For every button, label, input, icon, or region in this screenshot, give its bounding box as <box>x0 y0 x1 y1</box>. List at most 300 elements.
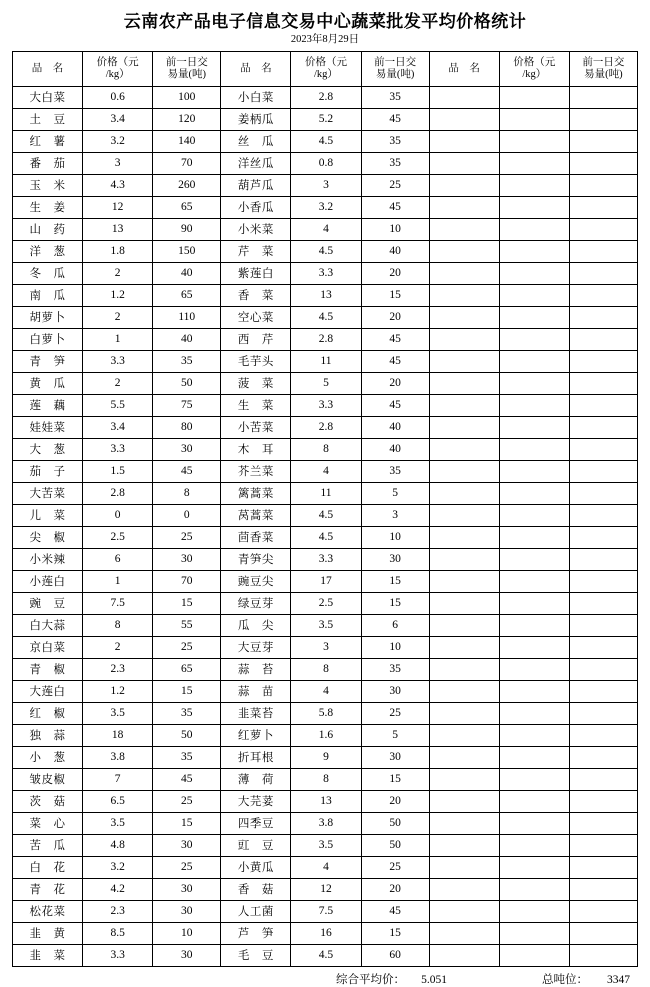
product-volume <box>569 262 637 284</box>
product-name <box>429 438 499 460</box>
product-price: 3 <box>83 152 153 174</box>
product-price <box>499 768 569 790</box>
product-volume: 15 <box>153 592 221 614</box>
total-tonnage-value: 3347 <box>607 973 630 986</box>
product-name: 菜 心 <box>13 812 83 834</box>
product-name: 篱蒿菜 <box>221 482 291 504</box>
product-price <box>499 240 569 262</box>
table-row <box>13 394 638 416</box>
product-volume: 5 <box>361 724 429 746</box>
table-row <box>13 900 638 922</box>
product-name: 香 菜 <box>221 284 291 306</box>
product-price <box>499 878 569 900</box>
product-name <box>429 240 499 262</box>
product-name: 大白菜 <box>13 86 83 108</box>
product-name <box>429 614 499 636</box>
product-price: 13 <box>83 218 153 240</box>
table-row <box>13 284 638 306</box>
page-title: 云南农产品电子信息交易中心蔬菜批发平均价格统计 <box>123 12 527 31</box>
product-volume: 110 <box>153 306 221 328</box>
product-name: 韭 菜 <box>13 944 83 966</box>
table-row <box>13 196 638 218</box>
product-volume <box>569 570 637 592</box>
product-name: 大豆芽 <box>221 636 291 658</box>
product-name <box>429 812 499 834</box>
product-volume: 65 <box>153 658 221 680</box>
product-volume <box>569 614 637 636</box>
product-price: 3.3 <box>83 438 153 460</box>
product-volume: 35 <box>153 350 221 372</box>
table-row <box>13 790 638 812</box>
product-volume: 80 <box>153 416 221 438</box>
product-volume: 25 <box>361 856 429 878</box>
product-volume: 10 <box>361 526 429 548</box>
product-volume: 35 <box>361 460 429 482</box>
product-name: 四季豆 <box>221 812 291 834</box>
product-name: 小黄瓜 <box>221 856 291 878</box>
product-volume <box>569 130 637 152</box>
product-name: 山 药 <box>13 218 83 240</box>
product-price <box>499 438 569 460</box>
product-name: 尖 椒 <box>13 526 83 548</box>
product-name: 毛芋头 <box>221 350 291 372</box>
header-name-1: 品 名 <box>13 51 83 86</box>
product-price <box>499 702 569 724</box>
table-row <box>13 944 638 966</box>
product-volume: 35 <box>361 658 429 680</box>
product-price: 3 <box>291 174 361 196</box>
product-name: 苦 瓜 <box>13 834 83 856</box>
product-price: 3.4 <box>83 108 153 130</box>
product-volume <box>569 812 637 834</box>
product-name: 白大蒜 <box>13 614 83 636</box>
product-name <box>429 218 499 240</box>
product-price <box>499 526 569 548</box>
product-name <box>429 196 499 218</box>
product-name: 莲 藕 <box>13 394 83 416</box>
product-name: 空心菜 <box>221 306 291 328</box>
product-name <box>429 284 499 306</box>
product-volume <box>569 284 637 306</box>
product-price <box>499 262 569 284</box>
average-price-label: 综合平均价： <box>336 973 405 986</box>
product-name: 胡萝卜 <box>13 306 83 328</box>
product-volume: 45 <box>153 768 221 790</box>
product-volume: 30 <box>361 680 429 702</box>
product-volume: 65 <box>153 284 221 306</box>
product-price <box>499 636 569 658</box>
table-footer <box>12 971 638 987</box>
product-volume <box>569 152 637 174</box>
product-price: 12 <box>83 196 153 218</box>
product-name: 茄 子 <box>13 460 83 482</box>
table-row <box>13 372 638 394</box>
product-price <box>499 152 569 174</box>
product-price <box>499 416 569 438</box>
product-price: 4.5 <box>291 306 361 328</box>
product-name <box>429 570 499 592</box>
table-row <box>13 438 638 460</box>
product-price: 0.6 <box>83 86 153 108</box>
table-row <box>13 702 638 724</box>
average-price-group <box>336 971 447 987</box>
product-name: 小苦菜 <box>221 416 291 438</box>
table-row <box>13 724 638 746</box>
product-name <box>429 856 499 878</box>
product-name: 番 茄 <box>13 152 83 174</box>
product-name <box>429 416 499 438</box>
product-volume: 20 <box>361 306 429 328</box>
product-price: 4.5 <box>291 504 361 526</box>
product-volume <box>569 526 637 548</box>
product-volume: 30 <box>153 944 221 966</box>
product-name <box>429 944 499 966</box>
product-volume: 70 <box>153 152 221 174</box>
product-name <box>429 768 499 790</box>
product-price: 4 <box>291 460 361 482</box>
product-name: 西 芹 <box>221 328 291 350</box>
product-volume: 30 <box>153 900 221 922</box>
product-price: 6.5 <box>83 790 153 812</box>
product-volume <box>569 460 637 482</box>
product-volume <box>569 108 637 130</box>
product-volume: 50 <box>361 834 429 856</box>
product-name: 白萝卜 <box>13 328 83 350</box>
product-price: 3.3 <box>83 350 153 372</box>
product-price <box>499 680 569 702</box>
product-price: 0.8 <box>291 152 361 174</box>
product-volume <box>569 724 637 746</box>
product-name <box>429 152 499 174</box>
table-row <box>13 86 638 108</box>
product-price <box>499 614 569 636</box>
product-volume <box>569 658 637 680</box>
product-volume <box>569 328 637 350</box>
header-price-1: 价格（元 /kg） <box>83 51 153 86</box>
product-price: 4.8 <box>83 834 153 856</box>
product-name: 茴香菜 <box>221 526 291 548</box>
product-volume: 35 <box>153 746 221 768</box>
product-name <box>429 636 499 658</box>
product-price: 1.5 <box>83 460 153 482</box>
product-price <box>499 724 569 746</box>
product-price <box>499 174 569 196</box>
product-price: 3.5 <box>83 812 153 834</box>
product-name: 毛 豆 <box>221 944 291 966</box>
product-name: 韭 黄 <box>13 922 83 944</box>
product-price: 3.5 <box>83 702 153 724</box>
product-volume: 100 <box>153 86 221 108</box>
product-volume <box>569 878 637 900</box>
table-row <box>13 328 638 350</box>
product-name: 韭菜苔 <box>221 702 291 724</box>
product-price: 3.2 <box>83 130 153 152</box>
product-name: 儿 菜 <box>13 504 83 526</box>
product-volume: 15 <box>361 592 429 614</box>
product-name: 薄 荷 <box>221 768 291 790</box>
product-name: 绿豆芽 <box>221 592 291 614</box>
product-name: 小莲白 <box>13 570 83 592</box>
product-volume <box>569 900 637 922</box>
product-name: 红萝卜 <box>221 724 291 746</box>
product-price: 4.5 <box>291 240 361 262</box>
table-row <box>13 570 638 592</box>
product-volume <box>569 482 637 504</box>
product-price <box>499 658 569 680</box>
product-price: 1.2 <box>83 680 153 702</box>
header-volume-1: 前一日交 易量(吨) <box>153 51 221 86</box>
product-name: 豌 豆 <box>13 592 83 614</box>
product-volume: 30 <box>153 878 221 900</box>
product-price <box>499 350 569 372</box>
product-name: 芥兰菜 <box>221 460 291 482</box>
product-name: 小香瓜 <box>221 196 291 218</box>
table-row <box>13 416 638 438</box>
product-name: 香 菇 <box>221 878 291 900</box>
product-name: 莴蒿菜 <box>221 504 291 526</box>
table-row <box>13 834 638 856</box>
product-price <box>499 812 569 834</box>
product-volume: 10 <box>153 922 221 944</box>
table-row <box>13 592 638 614</box>
product-name: 豌豆尖 <box>221 570 291 592</box>
product-volume: 5 <box>361 482 429 504</box>
table-row <box>13 108 638 130</box>
product-price <box>499 856 569 878</box>
product-name: 大莲白 <box>13 680 83 702</box>
product-price: 2.3 <box>83 658 153 680</box>
product-name <box>429 746 499 768</box>
product-volume <box>569 922 637 944</box>
product-volume: 20 <box>361 790 429 812</box>
product-price <box>499 834 569 856</box>
table-row <box>13 262 638 284</box>
product-price: 3.5 <box>291 614 361 636</box>
product-volume: 50 <box>361 812 429 834</box>
product-name: 瓜 尖 <box>221 614 291 636</box>
product-price: 4.5 <box>291 526 361 548</box>
product-name: 茨 菇 <box>13 790 83 812</box>
product-price: 5.2 <box>291 108 361 130</box>
product-price: 4 <box>291 680 361 702</box>
product-price: 2 <box>83 372 153 394</box>
product-price: 8 <box>291 438 361 460</box>
product-price: 8 <box>83 614 153 636</box>
product-volume <box>569 944 637 966</box>
product-name <box>429 394 499 416</box>
product-name: 大芫荽 <box>221 790 291 812</box>
product-name <box>429 658 499 680</box>
product-price <box>499 196 569 218</box>
table-row <box>13 548 638 570</box>
product-volume <box>569 372 637 394</box>
product-price: 2 <box>83 636 153 658</box>
product-name <box>429 922 499 944</box>
table-row <box>13 812 638 834</box>
product-volume: 8 <box>153 482 221 504</box>
product-volume: 15 <box>153 812 221 834</box>
product-price: 2.8 <box>291 328 361 350</box>
product-volume: 45 <box>153 460 221 482</box>
table-row <box>13 680 638 702</box>
product-name <box>429 724 499 746</box>
product-volume <box>569 790 637 812</box>
product-volume: 260 <box>153 174 221 196</box>
product-name <box>429 86 499 108</box>
product-name: 紫莲白 <box>221 262 291 284</box>
table-row <box>13 130 638 152</box>
product-name: 黄 瓜 <box>13 372 83 394</box>
product-price <box>499 592 569 614</box>
product-price: 3 <box>291 636 361 658</box>
product-volume: 30 <box>361 548 429 570</box>
product-name <box>429 702 499 724</box>
table-row <box>13 174 638 196</box>
product-price <box>499 218 569 240</box>
product-volume: 15 <box>361 284 429 306</box>
product-name <box>429 790 499 812</box>
product-name: 大苦菜 <box>13 482 83 504</box>
product-volume: 50 <box>153 724 221 746</box>
product-volume: 55 <box>153 614 221 636</box>
product-volume <box>569 86 637 108</box>
product-price: 3.3 <box>83 944 153 966</box>
table-row <box>13 878 638 900</box>
product-volume <box>569 702 637 724</box>
product-price: 13 <box>291 284 361 306</box>
average-price-value: 5.051 <box>421 973 447 986</box>
product-volume: 25 <box>361 702 429 724</box>
product-volume: 35 <box>361 130 429 152</box>
product-price: 18 <box>83 724 153 746</box>
product-price: 3.2 <box>83 856 153 878</box>
product-volume: 150 <box>153 240 221 262</box>
header-price-3: 价格（元 /kg） <box>499 51 569 86</box>
product-price: 13 <box>291 790 361 812</box>
product-price: 4 <box>291 856 361 878</box>
product-name <box>429 306 499 328</box>
table-row <box>13 306 638 328</box>
product-volume <box>569 592 637 614</box>
product-volume: 35 <box>153 702 221 724</box>
product-volume <box>569 174 637 196</box>
product-price: 5.5 <box>83 394 153 416</box>
product-name: 葫芦瓜 <box>221 174 291 196</box>
table-row <box>13 768 638 790</box>
product-price: 7 <box>83 768 153 790</box>
product-name: 芹 菜 <box>221 240 291 262</box>
product-price: 7.5 <box>83 592 153 614</box>
product-name <box>429 460 499 482</box>
product-name: 松花菜 <box>13 900 83 922</box>
product-volume: 25 <box>153 856 221 878</box>
product-name: 丝 瓜 <box>221 130 291 152</box>
product-name <box>429 504 499 526</box>
product-name: 折耳根 <box>221 746 291 768</box>
product-name: 南 瓜 <box>13 284 83 306</box>
product-volume: 10 <box>361 218 429 240</box>
product-volume: 15 <box>361 570 429 592</box>
product-volume: 30 <box>361 746 429 768</box>
product-price: 1.2 <box>83 284 153 306</box>
table-row <box>13 240 638 262</box>
header-price-2: 价格（元 /kg） <box>291 51 361 86</box>
product-name <box>429 878 499 900</box>
product-name: 青 花 <box>13 878 83 900</box>
product-volume <box>569 768 637 790</box>
product-price: 3.8 <box>291 812 361 834</box>
product-name <box>429 262 499 284</box>
product-price: 9 <box>291 746 361 768</box>
product-name <box>429 834 499 856</box>
product-name <box>429 328 499 350</box>
product-price: 8 <box>291 768 361 790</box>
product-name: 青 笋 <box>13 350 83 372</box>
product-price <box>499 900 569 922</box>
header-volume-2: 前一日交 易量(吨) <box>361 51 429 86</box>
product-name <box>429 130 499 152</box>
product-name: 小白菜 <box>221 86 291 108</box>
product-price: 12 <box>291 878 361 900</box>
table-row <box>13 856 638 878</box>
product-price: 0 <box>83 504 153 526</box>
product-volume <box>569 218 637 240</box>
product-volume: 15 <box>153 680 221 702</box>
product-price: 1 <box>83 570 153 592</box>
product-volume: 120 <box>153 108 221 130</box>
product-price: 4 <box>291 218 361 240</box>
product-name: 生 姜 <box>13 196 83 218</box>
product-volume: 40 <box>153 328 221 350</box>
product-name <box>429 526 499 548</box>
product-volume <box>569 746 637 768</box>
product-price <box>499 460 569 482</box>
vegetable-price-table <box>12 51 638 967</box>
product-name: 姜柄瓜 <box>221 108 291 130</box>
product-name: 小米菜 <box>221 218 291 240</box>
product-name: 青笋尖 <box>221 548 291 570</box>
product-name: 豇 豆 <box>221 834 291 856</box>
product-volume: 0 <box>153 504 221 526</box>
product-price: 2 <box>83 262 153 284</box>
header-name-3: 品 名 <box>429 51 499 86</box>
product-name: 青 椒 <box>13 658 83 680</box>
product-price <box>499 394 569 416</box>
table-body <box>13 86 638 966</box>
product-volume: 15 <box>361 922 429 944</box>
product-name: 皱皮椒 <box>13 768 83 790</box>
product-name <box>429 900 499 922</box>
page-date: 2023年8月29日 <box>290 34 360 46</box>
product-price: 4.3 <box>83 174 153 196</box>
product-name: 木 耳 <box>221 438 291 460</box>
product-volume: 25 <box>153 790 221 812</box>
product-volume: 25 <box>361 174 429 196</box>
product-price: 4.2 <box>83 878 153 900</box>
product-volume <box>569 504 637 526</box>
product-name: 菠 菜 <box>221 372 291 394</box>
product-volume: 45 <box>361 350 429 372</box>
product-name: 洋丝瓜 <box>221 152 291 174</box>
product-volume <box>569 240 637 262</box>
product-volume: 90 <box>153 218 221 240</box>
product-price: 6 <box>83 548 153 570</box>
product-price: 2.8 <box>291 86 361 108</box>
product-price <box>499 944 569 966</box>
product-volume <box>569 636 637 658</box>
product-volume <box>569 416 637 438</box>
product-price <box>499 328 569 350</box>
